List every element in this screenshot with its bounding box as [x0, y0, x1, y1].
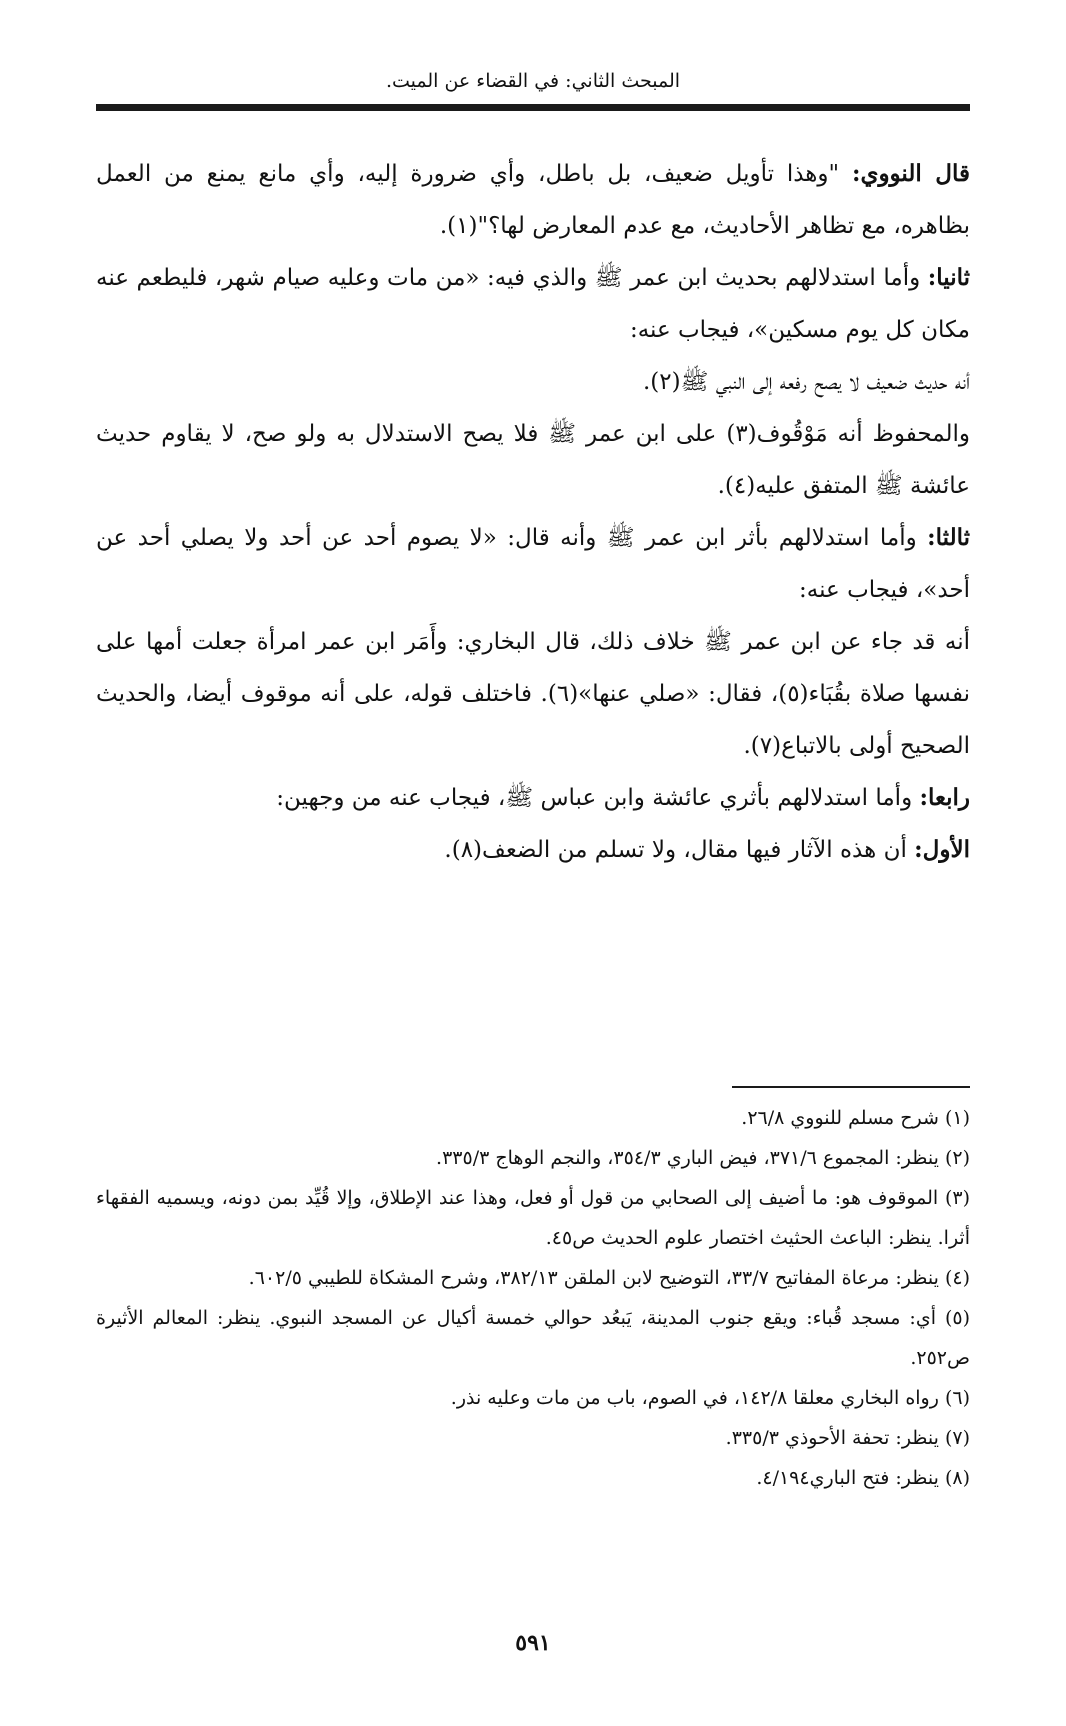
paragraph-text: "وهذا تأويل ضعيف، بل باطل، وأي ضرورة إليه، وأي مانع يمنع من العمل بظاهره، مع تظاهر الأحاديث، مع عدم المعارض لها؟"(١).: [96, 161, 970, 239]
footnotes: [96, 1098, 970, 1498]
footnote: (٥) أي: مسجد قُباء: ويقع جنوب المدينة، يَبعُد حوالي خمسة أكيال عن المسجد النبوي. ينظر: المعالم الأثيرة ص٢٥٢.: [96, 1307, 970, 1369]
footnote-separator: [732, 1086, 970, 1088]
header-rule: [96, 104, 970, 111]
paragraph: [96, 356, 970, 408]
footnote: (٣) الموقوف هو: ما أضيف إلى الصحابي من قول أو فعل، وهذا عند الإطلاق، وإلا قُيِّد بمن دونه، ويسميه الفقهاء أثرا. ينظر: الباعث الحثيث اختصار علوم الحديث ص٤٥.: [96, 1187, 970, 1249]
main-text: [96, 148, 970, 876]
paragraph-text: والمحفوظ أنه مَوْقُوف(٣) على ابن عمر ﷺ فلا يصح الاستدلال به ولو صح، لا يقاوم حديث عائشة ﷺ المتفق عليه(٤).: [96, 421, 970, 499]
paragraph: [96, 772, 970, 824]
paragraph: [96, 824, 970, 876]
footnote: (١) شرح مسلم للنووي ٢٦/٨.: [741, 1107, 970, 1129]
paragraph-text: أنه قد جاء عن ابن عمر ﷺ خلاف ذلك، قال البخاري: وأَمَر ابن عمر امرأة جعلت أمها على نفسها صلاة بقُبَاء(٥)، فقال: «صلي عنها»(٦). فاختلف قوله، على أنه موقوف أيضا، والحديث الصحيح أولى بالاتباع(٧).: [96, 629, 970, 759]
paragraph-text: أن هذه الآثار فيها مقال، ولا تسلم من الضعف(٨).: [444, 837, 915, 863]
paragraph: [96, 148, 970, 252]
paragraph: [96, 252, 970, 356]
paragraph: [96, 616, 970, 772]
footnote: (٤) ينظر: مرعاة المفاتيح ٣٣/٧، التوضيح لابن الملقن ٣٨٢/١٣، وشرح المشكاة للطيبي ٦٠٢/٥.: [248, 1267, 970, 1289]
page-number: ٥٩١: [515, 1630, 551, 1656]
footnote: (٨) ينظر: فتح الباري٤/١٩٤.: [756, 1467, 970, 1489]
paragraph-text: وأما استدلالهم بأثري عائشة وابن عباس ﷺ، فيجاب عنه من وجهين:: [276, 785, 920, 811]
paragraph: [96, 408, 970, 512]
paragraph-lead: قال النووي:: [851, 160, 971, 187]
paragraph-lead: الأول:: [914, 836, 970, 863]
paragraph-lead: ثانيا:: [927, 264, 970, 291]
footnote: (٧) ينظر: تحفة الأحوذي ٣٣٥/٣.: [725, 1427, 970, 1449]
paragraph: [96, 512, 970, 616]
footnote: (٢) ينظر: المجموع ٣٧١/٦، فيض الباري ٣٥٤/٣، والنجم الوهاج ٣٣٥/٣.: [436, 1147, 970, 1169]
running-header: المبحث الثاني: في القضاء عن الميت.: [385, 70, 681, 92]
paragraph-lead: ثالثا:: [927, 524, 970, 551]
paragraph-text: أنه حديث ضعيف لا يصح رفعه إلى النبي ﷺ(٢).: [642, 369, 970, 395]
paragraph-lead: رابعا:: [919, 784, 970, 811]
footnote: (٦) رواه البخاري معلقا ١٤٢/٨، في الصوم، باب من مات وعليه نذر.: [450, 1387, 970, 1409]
paragraph-text: وأما استدلالهم بأثر ابن عمر ﷺ وأنه قال: «لا يصوم أحد عن أحد ولا يصلي أحد عن أحد»، فيجاب عنه:: [96, 525, 970, 603]
paragraph-text: وأما استدلالهم بحديث ابن عمر ﷺ والذي فيه: «من مات وعليه صيام شهر، فليطعم عنه مكان كل يوم مسكين»، فيجاب عنه:: [96, 265, 970, 343]
